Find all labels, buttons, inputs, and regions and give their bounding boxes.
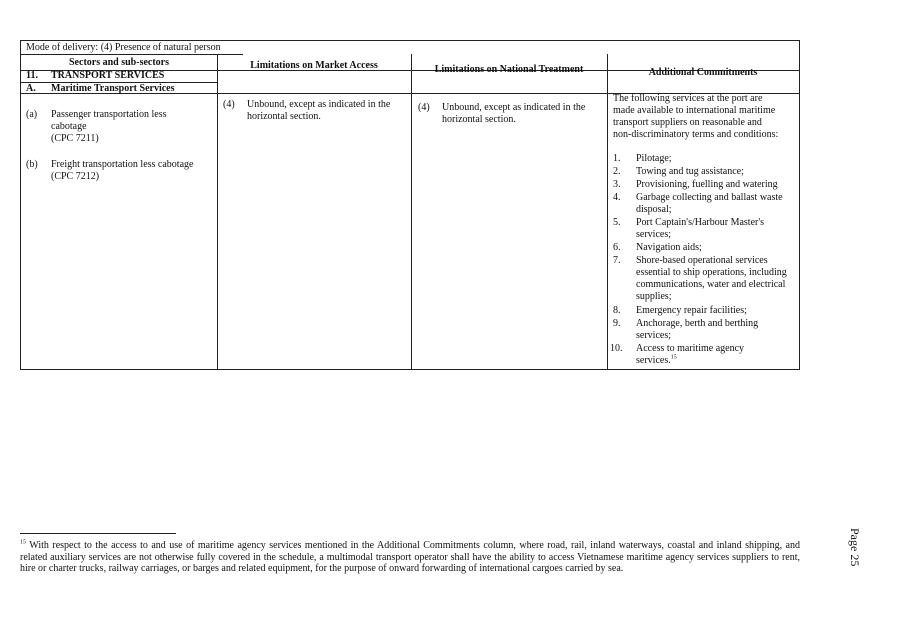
header-market-access: Limitations on Market Access [250,60,378,71]
header-national-treatment: Limitations on National Treatment [434,64,584,75]
list-item-number: 9. [613,318,621,329]
list-item-text: Navigation aids; [636,242,702,253]
footnote-separator [20,533,176,534]
national-treatment-line1: Unbound, except as indicated in the [442,102,586,113]
additional-intro-line2: made available to international maritime [613,105,776,116]
list-item-number: 1. [613,153,621,164]
list-item-text: Emergency repair facilities; [636,305,747,316]
list-item-text: Provisioning, fuelling and watering [636,179,778,190]
list-item-number: 5. [613,217,621,228]
list-item-number: 4. [613,192,621,203]
page-number: Page 25 [848,528,862,567]
mode-row-rule [21,54,243,55]
list-item-number: 2. [613,166,621,177]
section-title: TRANSPORT SERVICES [51,70,165,81]
list-item-number: 10. [610,343,623,354]
col-rule-3 [607,54,608,370]
additional-intro-line3: transport suppliers on reasonable and [613,117,762,128]
sub-sector-b-line2: (CPC 7212) [51,171,100,182]
list-item-text: Anchorage, berth and berthing services; [636,318,759,341]
list-item-text-content: Access to maritime agency services. [636,343,745,366]
sub-sector-a-line2: cabotage [51,121,87,132]
footnote-ref: 15 [670,354,677,361]
list-item-text: Port Captain's/Harbour Master's services; [636,217,765,240]
additional-intro-line1: The following services at the port are [613,93,763,104]
sub-sector-a-line3: (CPC 7211) [51,133,99,144]
market-access-marker: (4) [223,99,235,110]
sub-sector-a-line1: Passenger transportation less [51,109,167,120]
mode-of-delivery: Mode of delivery: (4) Presence of natural person [26,42,221,53]
list-item-number: 7. [613,255,621,266]
list-item-number: 3. [613,179,621,190]
col-rule-1 [217,54,218,370]
list-item-text: Towing and tug assistance; [636,166,744,177]
sub-sector-b-line1: Freight transportation less cabotage [51,159,194,170]
list-item-text: Garbage collecting and ballast waste disposal; [636,192,783,215]
list-item-text [636,343,786,367]
header-additional: Additional Commitments [648,67,758,78]
list-item-number: 8. [613,305,621,316]
subsection-title: Maritime Transport Services [51,83,175,94]
subsection-letter: A. [26,83,36,94]
national-treatment-line2: horizontal section. [442,114,516,125]
sub-sector-a-marker: (a) [26,109,38,120]
header-sectors: Sectors and sub-sectors [69,57,169,68]
market-access-line2: horizontal section. [247,111,321,122]
schedule-table [20,40,800,370]
additional-intro-line4: non-discriminatory terms and conditions: [613,129,779,140]
list-item-number: 6. [613,242,621,253]
footnote-text: With respect to the access to and use of maritime agency services mentioned in the Additional Commitments column, where road, rail, inland waterways, coastal and inland shipping, and related auxiliary services are not otherwise fully covered in the schedule, a multimodal transport operator shall have the ability to access Vietnamese maritime agency services suppliers to rent, hire or charter trucks, railway carriages, or barges and related equipment, for the purpose of onward forwarding of international cargoes carried by sea. [20,540,800,574]
footnote-marker: 15 [20,539,26,546]
market-access-line1: Unbound, except as indicated in the [247,99,391,110]
section-number: 11. [26,70,38,81]
list-item-text: Pilotage; [636,153,672,164]
sub-sector-b-marker: (b) [26,159,38,170]
national-treatment-marker: (4) [418,102,430,113]
list-item-text: Shore-based operational services essential to ship operations, including communications, water and electrical supplies; [636,255,787,302]
footnote [20,540,800,575]
col-rule-2 [411,54,412,370]
